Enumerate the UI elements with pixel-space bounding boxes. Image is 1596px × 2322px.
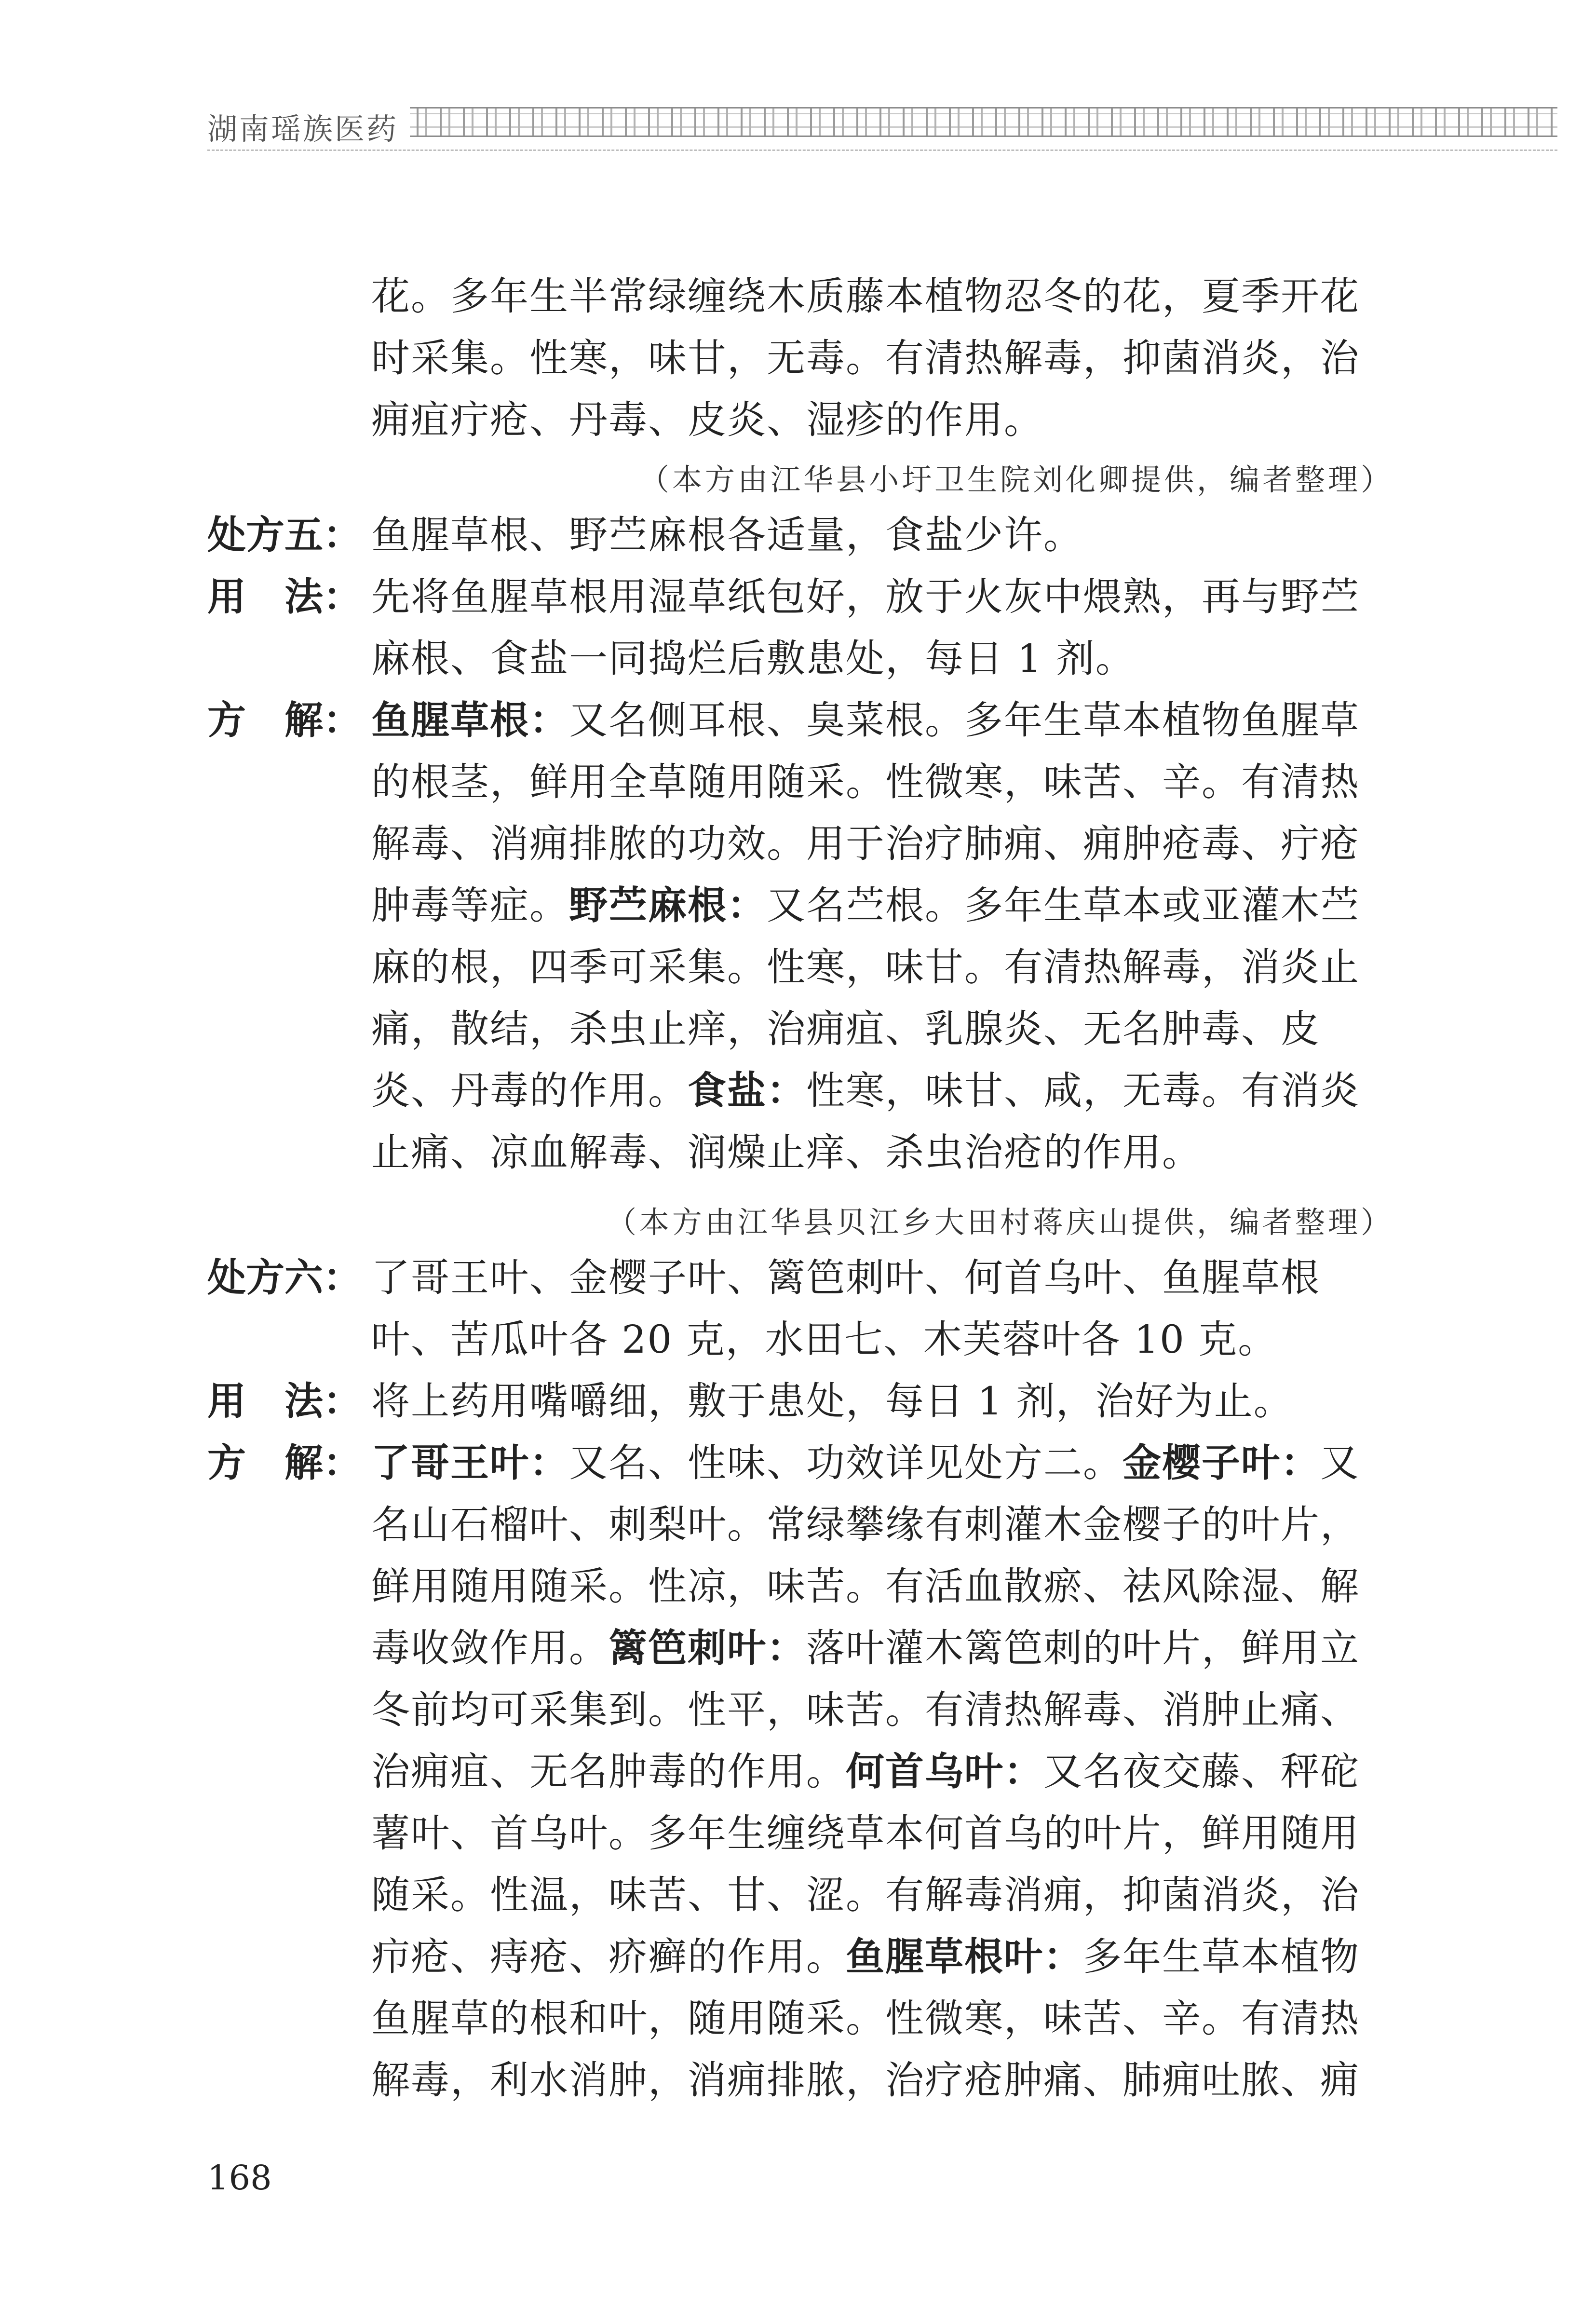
herb-term: 鱼腥草根： (371, 698, 569, 743)
rx6-label: 处方六 ： (207, 1255, 362, 1300)
herb-term: 金樱子叶： (1123, 1440, 1320, 1485)
rx6-line: 叶、苦瓜叶各 20 克，水田七、木芙蓉叶各 10 克。 (371, 1317, 1278, 1362)
text-run: 又名苎根。多年生草本或亚灌木苎 (767, 883, 1360, 928)
expl6-line (371, 1807, 1360, 1860)
rx6-line: 了哥王叶、金樱子叶、篱笆刺叶、何首乌叶、鱼腥草根 (371, 1255, 1320, 1300)
expl6-line (371, 1745, 1360, 1798)
text-run: 鱼腥草的根和叶，随用随采。性微寒，味苦、辛。有清热 (371, 1996, 1360, 2041)
expl5-line (371, 941, 1360, 994)
expl6-line (371, 1437, 1360, 1490)
expl6-line (371, 1869, 1360, 1922)
expl6-line (371, 1560, 1360, 1613)
expl6-line (371, 1498, 1360, 1551)
text-run: 又名侧耳根、臭菜根。多年生草本植物鱼腥草 (569, 698, 1360, 743)
text-run: 肿毒等症。 (371, 883, 569, 928)
expl6-line (371, 1930, 1360, 1983)
text-run: 薯叶、首乌叶。多年生缠绕草本何首乌的叶片，鲜用随用 (371, 1811, 1360, 1856)
text-run: 毒收敛作用。 (371, 1626, 609, 1670)
usage5-line: 麻根、食盐一同捣烂后敷患处，每日 1 剂。 (371, 636, 1135, 681)
text-run: 又名夜交藤、秤砣 (1043, 1749, 1360, 1794)
text-run: 多年生草本植物 (1083, 1934, 1360, 1979)
intro-line: 时采集。性寒，味甘，无毒。有清热解毒，抑菌消炎，治 (371, 336, 1360, 380)
expl5-line (371, 817, 1360, 870)
text-run: 麻的根，四季可采集。性寒，味甘。有清热解毒，消炎止 (371, 945, 1360, 990)
text-run: 冬前均可采集到。性平，味苦。有清热解毒、消肿止痛、 (371, 1687, 1360, 1732)
source-note: （本方由江华县小圩卫生院刘化卿提供，编者整理） (639, 462, 1393, 497)
text-run: 性寒，味甘、咸，无毒。有消炎 (806, 1068, 1360, 1113)
usage5-line: 先将鱼腥草根用湿草纸包好，放于火灰中煨熟，再与野苎 (371, 574, 1360, 619)
decorative-pattern-band (410, 107, 1557, 137)
text-run: 解毒、消痈排脓的功效。用于治疗肺痈、痈肿疮毒、疔疮 (371, 821, 1360, 866)
herb-term: 野苎麻根： (569, 883, 767, 928)
text-run: 又 (1320, 1440, 1360, 1485)
herb-term: 了哥王叶： (371, 1440, 569, 1485)
text-run: 的根茎，鲜用全草随用随采。性微寒，味苦、辛。有清热 (371, 760, 1360, 804)
book-title: 湖南瑶族医药 (207, 111, 399, 147)
herb-term: 篱笆刺叶： (609, 1626, 806, 1670)
expl5-line (371, 694, 1360, 747)
rx5-line: 鱼腥草根、野苎麻根各适量，食盐少许。 (371, 513, 1083, 557)
text-run: 止痛、凉血解毒、润燥止痒、杀虫治疮的作用。 (371, 1130, 1202, 1175)
rx5-label: 处方五 ： (207, 513, 362, 557)
text-run: 解毒，利水消肿，消痈排脓，治疗疮肿痛、肺痈吐脓、痈 (371, 2058, 1360, 2103)
expl5-line (371, 756, 1360, 809)
expl6-line (371, 1684, 1360, 1737)
text-run: 疖疮、痔疮、疥癣的作用。 (371, 1934, 846, 1979)
text-run: 治痈疽、无名肿毒的作用。 (371, 1749, 846, 1794)
expl6-line (371, 1622, 1360, 1675)
text-run: 名山石榴叶、刺梨叶。常绿攀缘有刺灌木金樱子的叶片， (371, 1502, 1360, 1547)
text-run: 鲜用随用随采。性凉，味苦。有活血散瘀、祛风除湿、解 (371, 1564, 1360, 1609)
expl5-line (371, 1003, 1320, 1056)
text-run: 落叶灌木篱笆刺的叶片，鲜用立 (806, 1626, 1360, 1670)
expl6-line (371, 2054, 1360, 2107)
expl5-line (371, 1064, 1360, 1117)
text-run: 又名、性味、功效详见处方二。 (569, 1440, 1123, 1485)
source-note: （本方由江华县贝江乡大田村蒋庆山提供，编者整理） (606, 1205, 1393, 1240)
herb-term: 鱼腥草根叶： (846, 1934, 1083, 1979)
running-header (207, 96, 1557, 149)
header-divider (207, 149, 1557, 151)
herb-term: 食盐： (688, 1068, 806, 1113)
herb-term: 何首乌叶： (846, 1749, 1043, 1794)
expl6-line (371, 1992, 1360, 2045)
text-run: 痛，散结，杀虫止痒，治痈疽、乳腺炎、无名肿毒、皮 (371, 1006, 1320, 1051)
expl5-line (371, 879, 1360, 932)
text-run: 炎、丹毒的作用。 (371, 1068, 688, 1113)
intro-line: 痈疽疔疮、丹毒、皮炎、湿疹的作用。 (371, 397, 1043, 442)
expl5-line (371, 1126, 1202, 1179)
text-run: 随采。性温，味苦、甘、涩。有解毒消痈，抑菌消炎，治 (371, 1873, 1360, 1917)
usage6-line: 将上药用嘴嚼细，敷于患处，每日 1 剂，治好为止。 (371, 1379, 1293, 1424)
page-number: 168 (207, 2158, 272, 2198)
intro-line: 花。多年生半常绿缠绕木质藤本植物忍冬的花，夏季开花 (371, 274, 1360, 319)
